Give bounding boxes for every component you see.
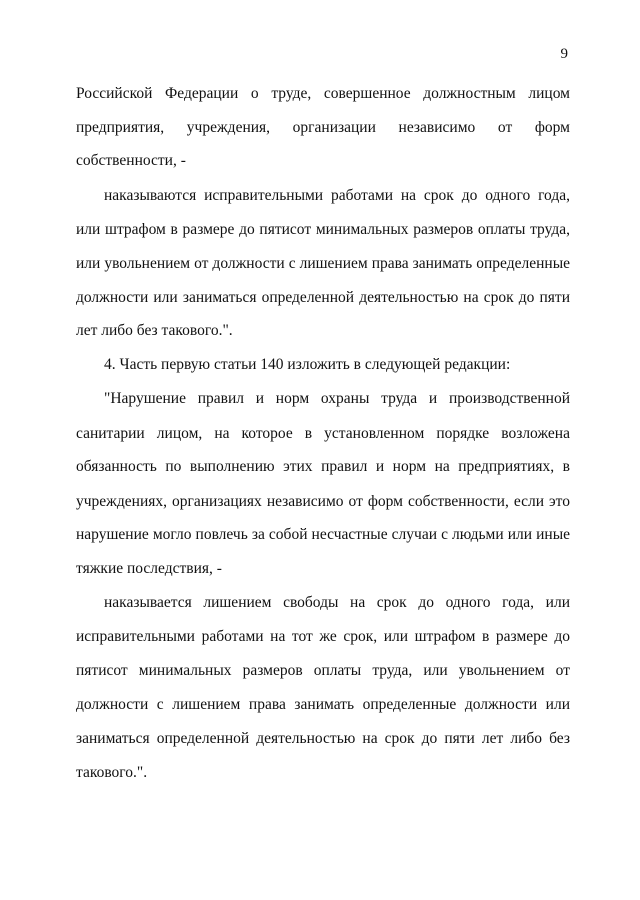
text-line: Российской Федерации о труде, совершенное должностным лицом xyxy=(76,85,570,102)
text-line: наказывается лишением свободы на срок до одного года, или xyxy=(104,594,570,611)
text-line: должности или заниматься определенной деятельностью на срок до пяти xyxy=(76,289,570,306)
text-line: пятисот минимальных размеров оплаты труда, или увольнением от xyxy=(76,662,570,679)
page-number: 9 xyxy=(560,46,568,62)
text-line: такового.". xyxy=(76,764,148,781)
text-line: или штрафом в размере до пятисот минимальных размеров оплаты труда, xyxy=(76,221,570,238)
text-line: 4. Часть первую статьи 140 изложить в следующей редакции: xyxy=(104,356,511,373)
text-line: должности с лишением права занимать определенные должности или xyxy=(76,696,570,713)
text-line: собственности, - xyxy=(76,152,186,169)
text-line: лет либо без такового.". xyxy=(76,322,233,339)
text-line: исправительными работами на тот же срок, или штрафом в размере до xyxy=(76,628,570,645)
text-line: "Нарушение правил и норм охраны труда и производственной xyxy=(104,390,570,407)
text-line: тяжкие последствия, - xyxy=(76,560,222,577)
text-line: предприятия, учреждения, организации независимо от форм xyxy=(76,119,570,136)
text-line: заниматься определенной деятельностью на срок до пяти лет либо без xyxy=(76,730,570,747)
text-line: нарушение могло повлечь за собой несчастные случаи с людьми или иные xyxy=(76,526,570,543)
text-line: наказываются исправительными работами на срок до одного года, xyxy=(104,187,570,204)
text-line: обязанность по выполнению этих правил и норм на предприятиях, в xyxy=(76,458,570,475)
text-line: санитарии лицом, на которое в установленном порядке возложена xyxy=(76,425,570,442)
text-line: учреждениях, организациях независимо от форм собственности, если это xyxy=(76,493,570,510)
text-line: или увольнением от должности с лишением права занимать определенные xyxy=(76,255,570,272)
